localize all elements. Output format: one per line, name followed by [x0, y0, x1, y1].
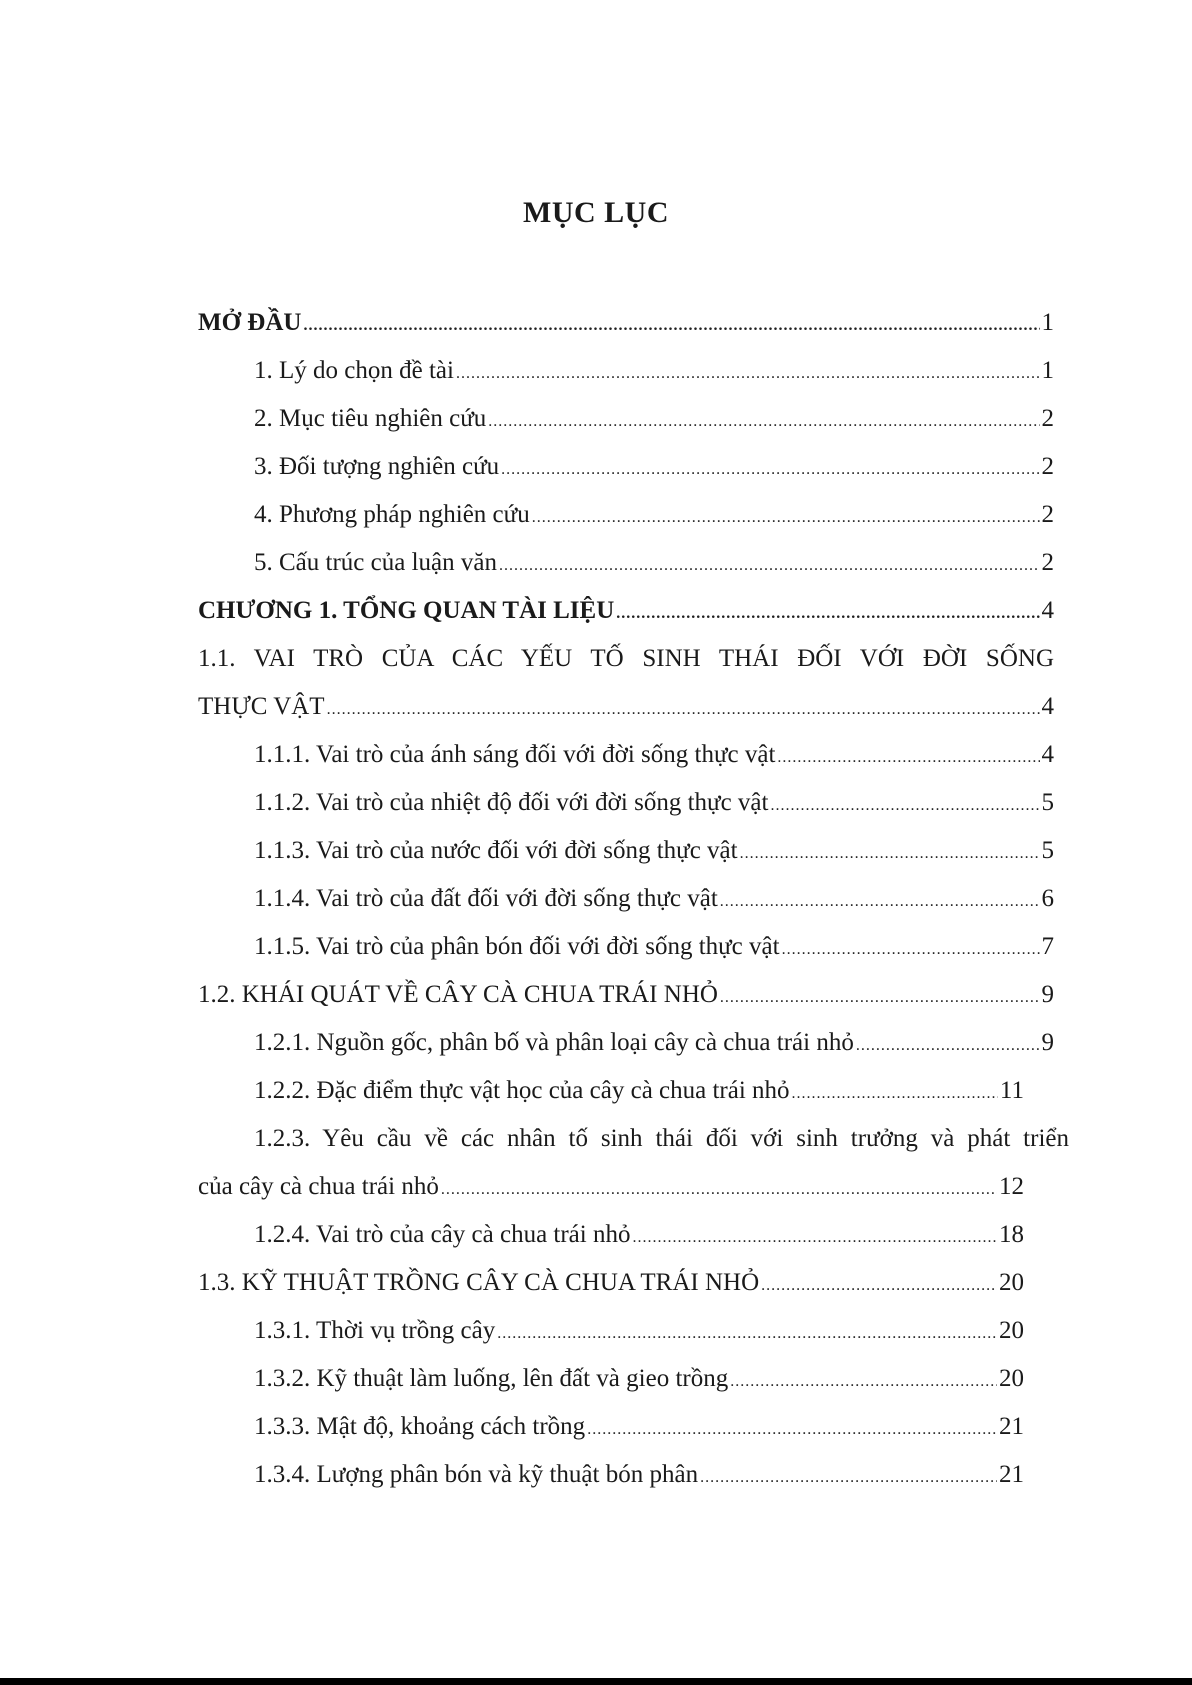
- toc-page-number: 7: [1041, 933, 1054, 960]
- toc-leader-dots: [632, 1221, 997, 1255]
- toc-leader-dots: [782, 933, 1040, 967]
- toc-entry[interactable]: [198, 690, 1054, 724]
- toc-page-number: 5: [1041, 837, 1054, 864]
- toc-entry-label: 4. Phương pháp nghiên cứu: [254, 501, 530, 528]
- toc-page-number: 20: [999, 1317, 1024, 1344]
- toc-entry[interactable]: [254, 1410, 1024, 1444]
- toc-leader-dots: [441, 1173, 997, 1207]
- toc-entry-label: 1.2.2. Đặc điểm thực vật học của cây cà chua trái nhỏ: [254, 1077, 790, 1104]
- toc-page-number: 9: [1041, 981, 1054, 1008]
- toc-entry[interactable]: [254, 1362, 1024, 1396]
- toc-entry[interactable]: [254, 1314, 1024, 1348]
- toc-leader-dots: [327, 693, 1040, 727]
- toc-page-number: 2: [1041, 549, 1054, 576]
- toc-entry-label: 1.2.1. Nguồn gốc, phân bố và phân loại cây cà chua trái nhỏ: [254, 1029, 854, 1056]
- toc-entry-label: 3. Đối tượng nghiên cứu: [254, 453, 500, 480]
- toc-entry[interactable]: [254, 930, 1054, 964]
- toc-page-number: 20: [999, 1365, 1024, 1392]
- toc-page-number: 4: [1041, 741, 1054, 768]
- toc-entry-label: 5. Cấu trúc của luận văn: [254, 549, 497, 576]
- toc-entry-label: 1.1.2. Vai trò của nhiệt độ đối với đời sống thực vật: [254, 789, 769, 816]
- toc-page-number: 21: [999, 1413, 1024, 1440]
- toc-leader-dots: [499, 549, 1040, 583]
- toc-entry-label: 1.2.4. Vai trò của cây cà chua trái nhỏ: [254, 1221, 631, 1248]
- toc-entry[interactable]: [254, 354, 1054, 388]
- toc-page-number: 4: [1041, 597, 1054, 624]
- toc-leader-dots: [856, 1029, 1040, 1063]
- toc-entry[interactable]: [254, 1026, 1054, 1060]
- toc-entry-label: 1.3.1. Thời vụ trồng cây: [254, 1317, 496, 1344]
- toc-entry-label: 1.3. KỸ THUẬT TRỒNG CÂY CÀ CHUA TRÁI NHỎ: [198, 1269, 760, 1296]
- toc-leader-dots: [720, 981, 1040, 1015]
- toc-entry-label: 2. Mục tiêu nghiên cứu: [254, 405, 487, 432]
- toc-leader-dots: [792, 1077, 998, 1111]
- toc-entry[interactable]: [254, 498, 1054, 532]
- toc-leader-dots: [761, 1269, 997, 1303]
- toc-entry-line1[interactable]: 1.2.3. Yêu cầu về các nhân tố sinh thái đối với sinh trưởng và phát triển: [254, 1125, 1069, 1152]
- toc-entry[interactable]: [254, 738, 1054, 772]
- toc-leader-dots: [488, 405, 1039, 439]
- toc-page-number: 1: [1041, 309, 1054, 336]
- toc-entry-chapter-1[interactable]: [198, 594, 1054, 628]
- toc-leader-dots: [777, 741, 1039, 775]
- toc-entry-label: 1.3.4. Lượng phân bón và kỹ thuật bón phân: [254, 1461, 699, 1488]
- toc-page-number: 9: [1041, 1029, 1054, 1056]
- toc-page-number: 4: [1041, 693, 1054, 720]
- toc-leader-dots: [532, 501, 1040, 535]
- toc-entry[interactable]: [254, 1074, 1024, 1108]
- toc-entry[interactable]: [254, 546, 1054, 580]
- toc-page-number: 2: [1041, 405, 1054, 432]
- toc-entry-label: 1.1.5. Vai trò của phân bón đối với đời sống thực vật: [254, 933, 780, 960]
- toc-entry-label: của cây cà chua trái nhỏ: [198, 1173, 439, 1200]
- toc-leader-dots: [456, 357, 1040, 391]
- toc-entry-label: 1.3.2. Kỹ thuật làm luống, lên đất và gieo trồng: [254, 1365, 729, 1392]
- toc-entry-label: 1. Lý do chọn đề tài: [254, 357, 454, 384]
- toc-page-number: 5: [1041, 789, 1054, 816]
- toc-leader-dots: [730, 1365, 997, 1399]
- toc-page-number: 20: [999, 1269, 1024, 1296]
- toc-entry-line1[interactable]: 1.1. VAI TRÒ CỦA CÁC YẾU TỐ SINH THÁI ĐỐI VỚI ĐỜI SỐNG: [198, 645, 1054, 672]
- toc-leader-dots: [303, 309, 1039, 343]
- toc-entry[interactable]: [254, 1458, 1024, 1492]
- toc-entry[interactable]: [254, 402, 1054, 436]
- toc-entry-label: MỞ ĐẦU: [198, 309, 302, 336]
- toc-entry[interactable]: [254, 450, 1054, 484]
- toc-entry-label: 1.3.3. Mật độ, khoảng cách trồng: [254, 1413, 586, 1440]
- toc-page-number: 1: [1041, 357, 1054, 384]
- toc-entry-label: 1.1.1. Vai trò của ánh sáng đối với đời sống thực vật: [254, 741, 776, 768]
- toc-leader-dots: [616, 597, 1039, 631]
- toc-page-number: 12: [999, 1173, 1024, 1200]
- toc-leader-dots: [720, 885, 1040, 919]
- toc-entry[interactable]: [254, 882, 1054, 916]
- toc-entry[interactable]: [254, 786, 1054, 820]
- toc-entry-label: 1.2. KHÁI QUÁT VỀ CÂY CÀ CHUA TRÁI NHỎ: [198, 981, 718, 1008]
- toc-entry-label: CHƯƠNG 1. TỔNG QUAN TÀI LIỆU: [198, 597, 615, 624]
- page-title: MỤC LỤC: [523, 196, 669, 229]
- toc-entry-label: 1.1.4. Vai trò của đất đối với đời sống thực vật: [254, 885, 718, 912]
- toc-page-number: 2: [1041, 501, 1054, 528]
- toc-page-number: 21: [999, 1461, 1024, 1488]
- toc-entry[interactable]: [254, 1218, 1024, 1252]
- toc-page-number: 6: [1041, 885, 1054, 912]
- toc-leader-dots: [740, 837, 1040, 871]
- toc-leader-dots: [497, 1317, 997, 1351]
- toc-entry[interactable]: [198, 1170, 1024, 1204]
- toc-entry[interactable]: [198, 1266, 1024, 1300]
- toc-entry[interactable]: [254, 834, 1054, 868]
- toc-leader-dots: [770, 789, 1039, 823]
- page-bottom-edge: [0, 1678, 1192, 1685]
- toc-entry-label: 1.1.3. Vai trò của nước đối với đời sống thực vật: [254, 837, 738, 864]
- toc-entry-mo-dau[interactable]: [198, 306, 1054, 340]
- toc-page-number: 18: [999, 1221, 1024, 1248]
- toc-leader-dots: [501, 453, 1039, 487]
- toc-entry-label: THỰC VẬT: [198, 693, 325, 720]
- toc-leader-dots: [700, 1461, 997, 1495]
- toc-page-number: 11: [999, 1077, 1024, 1104]
- toc-page-number: 2: [1041, 453, 1054, 480]
- toc-entry[interactable]: [198, 978, 1054, 1012]
- toc-leader-dots: [587, 1413, 997, 1447]
